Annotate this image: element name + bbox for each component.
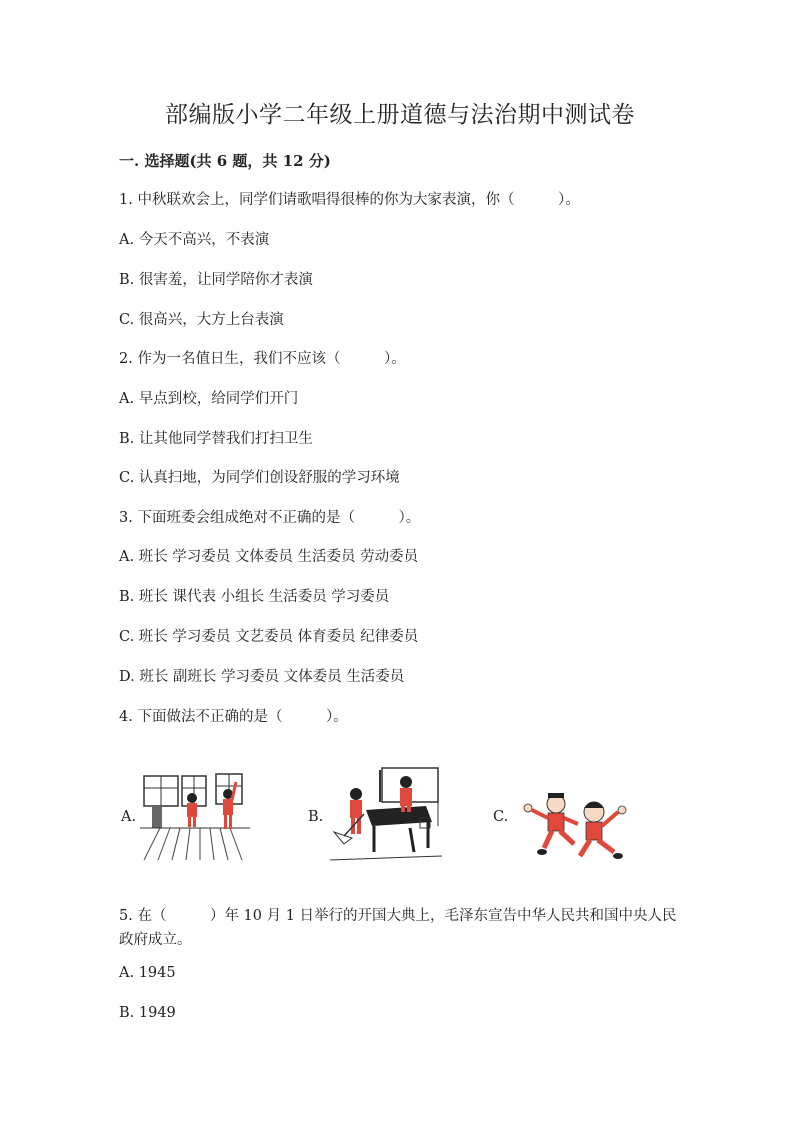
question-2-option-b[interactable]: B. 让其他同学替我们打扫卫生 xyxy=(119,431,313,447)
question-1-option-b[interactable]: B. 很害羞，让同学陪你才表演 xyxy=(119,272,313,288)
question-1-stem: 1. 中秋联欢会上，同学们请歌唱得很棒的你为大家表演，你（ ）。 xyxy=(119,192,580,208)
question-3-option-c[interactable]: C. 班长 学习委员 文艺委员 体育委员 纪律委员 xyxy=(119,629,419,645)
fighting-children-picture[interactable] xyxy=(520,790,630,862)
question-4-option-a-label[interactable]: A. xyxy=(121,809,137,825)
question-3-option-a[interactable]: A. 班长 学习委员 文体委员 生活委员 劳动委员 xyxy=(119,549,419,565)
question-3-stem: 3. 下面班委会组成绝对不正确的是（ ）。 xyxy=(119,510,421,526)
question-2-option-c[interactable]: C. 认真扫地，为同学们创设舒服的学习环境 xyxy=(119,470,400,486)
question-2-option-a[interactable]: A. 早点到校，给同学们开门 xyxy=(119,391,299,407)
question-5-option-b[interactable]: B. 1949 xyxy=(119,1005,176,1021)
question-1-option-a[interactable]: A. 今天不高兴，不表演 xyxy=(119,232,270,248)
classroom-cleaning-picture[interactable] xyxy=(330,766,442,862)
question-4-option-c-label[interactable]: C. xyxy=(493,809,509,825)
question-3-option-b[interactable]: B. 班长 课代表 小组长 生活委员 学习委员 xyxy=(119,589,390,605)
section-heading: 一. 选择题(共 6 题，共 12 分) xyxy=(119,152,331,170)
question-3-option-d[interactable]: D. 班长 副班长 学习委员 文体委员 生活委员 xyxy=(119,669,405,685)
page-title: 部编版小学二年级上册道德与法治期中测试卷 xyxy=(165,102,635,128)
question-1-option-c[interactable]: C. 很高兴，大方上台表演 xyxy=(119,312,284,328)
question-4-option-b-label[interactable]: B. xyxy=(308,809,324,825)
question-2-stem: 2. 作为一名值日生，我们不应该（ ）。 xyxy=(119,351,406,367)
question-5-option-a[interactable]: A. 1945 xyxy=(119,965,176,981)
window-cleaning-picture[interactable] xyxy=(140,768,250,862)
question-4-stem: 4. 下面做法不正确的是（ ）。 xyxy=(119,709,348,725)
question-5-stem: 5. 在（ ）年 10 月 1 日举行的开国大典上，毛泽东宣告中华人民共和国中央人民政府成立。 xyxy=(119,908,677,948)
